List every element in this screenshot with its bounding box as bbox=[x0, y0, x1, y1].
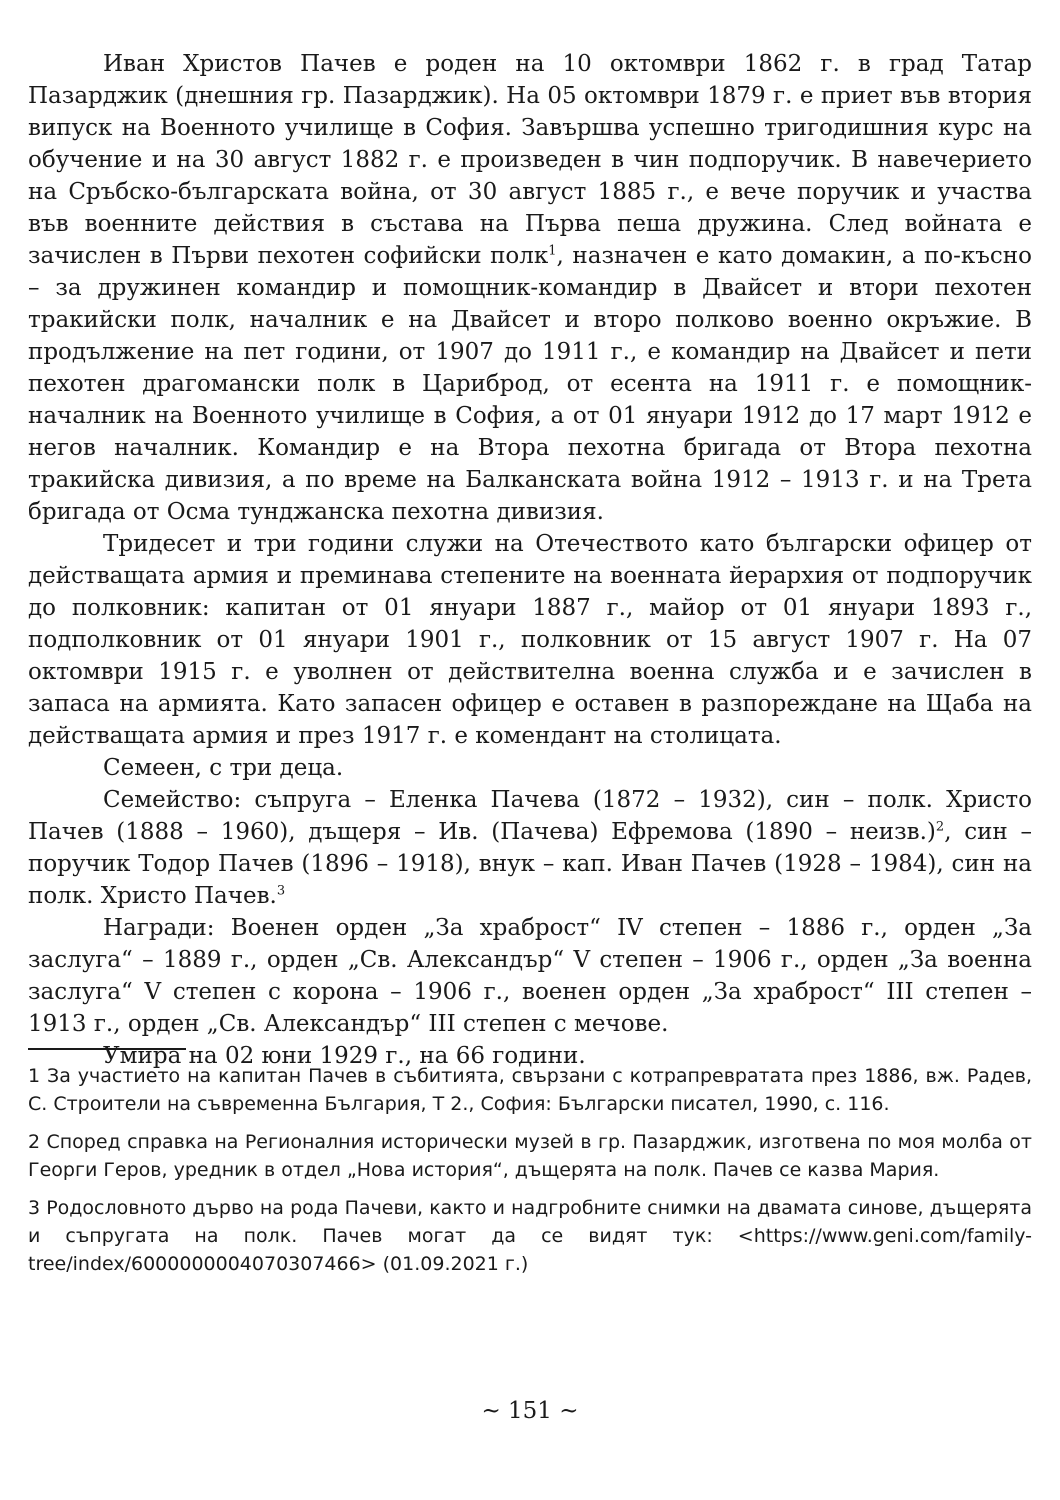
main-text bbox=[28, 48, 1032, 1072]
page-content bbox=[28, 48, 1032, 1072]
page-number: ~ 151 ~ bbox=[481, 1398, 579, 1424]
paragraph-family: Семейство: съпруга – Еленка Пачева (1872 – 1932), син – полк. Христо Пачев (1888 – 1960), дъщеря – Ив. (Пачева) Ефремова (1890 – неизв.)$^2$, син – поручик Тодор Пачев (1896 – 1918), внук – кап. Иван Пачев (1928 – 1984), син на полк. Христо Пачев.$^3$ bbox=[28, 787, 1032, 909]
paragraph-awards: Награди: Военен орден „За храброст“ IV степен – 1886 г., орден „За заслуга“ – 1889 г., орден „Св. Александър“ V степен – 1906 г., орден „За военна заслуга“ V степен с корона – 1906 г., военен орден „За храброст“ III степен – 1913 г., орден „Св. Александър“ III степен с мечове. bbox=[28, 915, 1032, 1037]
footnote-3: 3 Родословното дърво на рода Пачеви, както и надгробните снимки на двамата синове, дъщерята и съпругата на полк. Пачев могат да се видят тук: <https://www.geni.com/family-tree/index/6000000004070307466> (01.09.2021 г.) bbox=[28, 1197, 1032, 1275]
paragraph-married: Семеен, с три деца. bbox=[103, 755, 344, 781]
footnote-separator bbox=[28, 1048, 186, 1050]
footnote-ref-3[interactable]: 3 bbox=[276, 883, 286, 899]
footnote-ref-2[interactable]: 2 bbox=[935, 819, 945, 835]
footnote-2: 2 Според справка на Регионалния исторически музей в гр. Пазарджик, изготвена по моя молба от Георги Геров, уредник в отдел „Нова история“, дъщерята на полк. Пачев се казва Мария. bbox=[28, 1131, 1032, 1181]
paragraph-death: Умира на 02 юни 1929 г., на 66 години. bbox=[103, 1043, 586, 1069]
footnotes bbox=[28, 1062, 1032, 1288]
paragraph-service: Тридесет и три години служи на Отечеството като български офицер от действащата армия и преминава степените на военната йерархия от подпоручик до полковник: капитан от 01 януари 1887 г., майор от 01 януари 1893 г., подполковник от 01 януари 1901 г., полковник от 15 август 1907 г. На 07 октомври 1915 г. е уволнен от действителна военна служба и е зачислен в запаса на армията. Като запасен офицер е оставен в разпореждане на Щаба на действащата армия и през 1917 г. е комендант на столицата. bbox=[28, 531, 1032, 749]
footnote-1: 1 За участието на капитан Пачев в събитията, свързани с котрапревратата през 1886, вж. Радев, С. Строители на съвременна България, Т 2., София: Български писател, 1990, с. 116. bbox=[28, 1065, 1032, 1115]
footnote-ref-1[interactable]: 1 bbox=[548, 243, 557, 259]
paragraph-biography: Иван Христов Пачев е роден на 10 октомври 1862 г. в град Татар Пазарджик (днешния гр. Пазарджик). На 05 октомври 1879 г. е приет във втория випуск на Военното училище в София. Завършва успешно тригодишния курс на обучение и на 30 август 1882 г. е произведен в чин подпоручик. В навечерието на Сръбско-българската война, от 30 август 1885 г., е вече поручик и участва във военните действия в състава на Първа пеша дружина. След войната е зачислен в Първи пехотен софийски полк$^1$, назначен е като домакин, а по-късно – за дружинен командир и помощник-командир в Двайсет и втори пехотен тракийски полк, началник е на Двайсет и второ полково военно окръжие. В продължение на пет години, от 1907 до 1911 г., е командир на Двайсет и пети пехотен драгомански полк в Цариброд, от есента на 1911 г. е помощник-началник на Военното училище в София, а от 01 януари 1912 до 17 март 1912 е негов началник. Командир е на Втора пехотна бригада от Втора пехотна тракийска дивизия, а по време на Балканската война 1912 – 1913 г. и на Трета бригада от Осма тунджанска пехотна дивизия. bbox=[28, 51, 1032, 525]
